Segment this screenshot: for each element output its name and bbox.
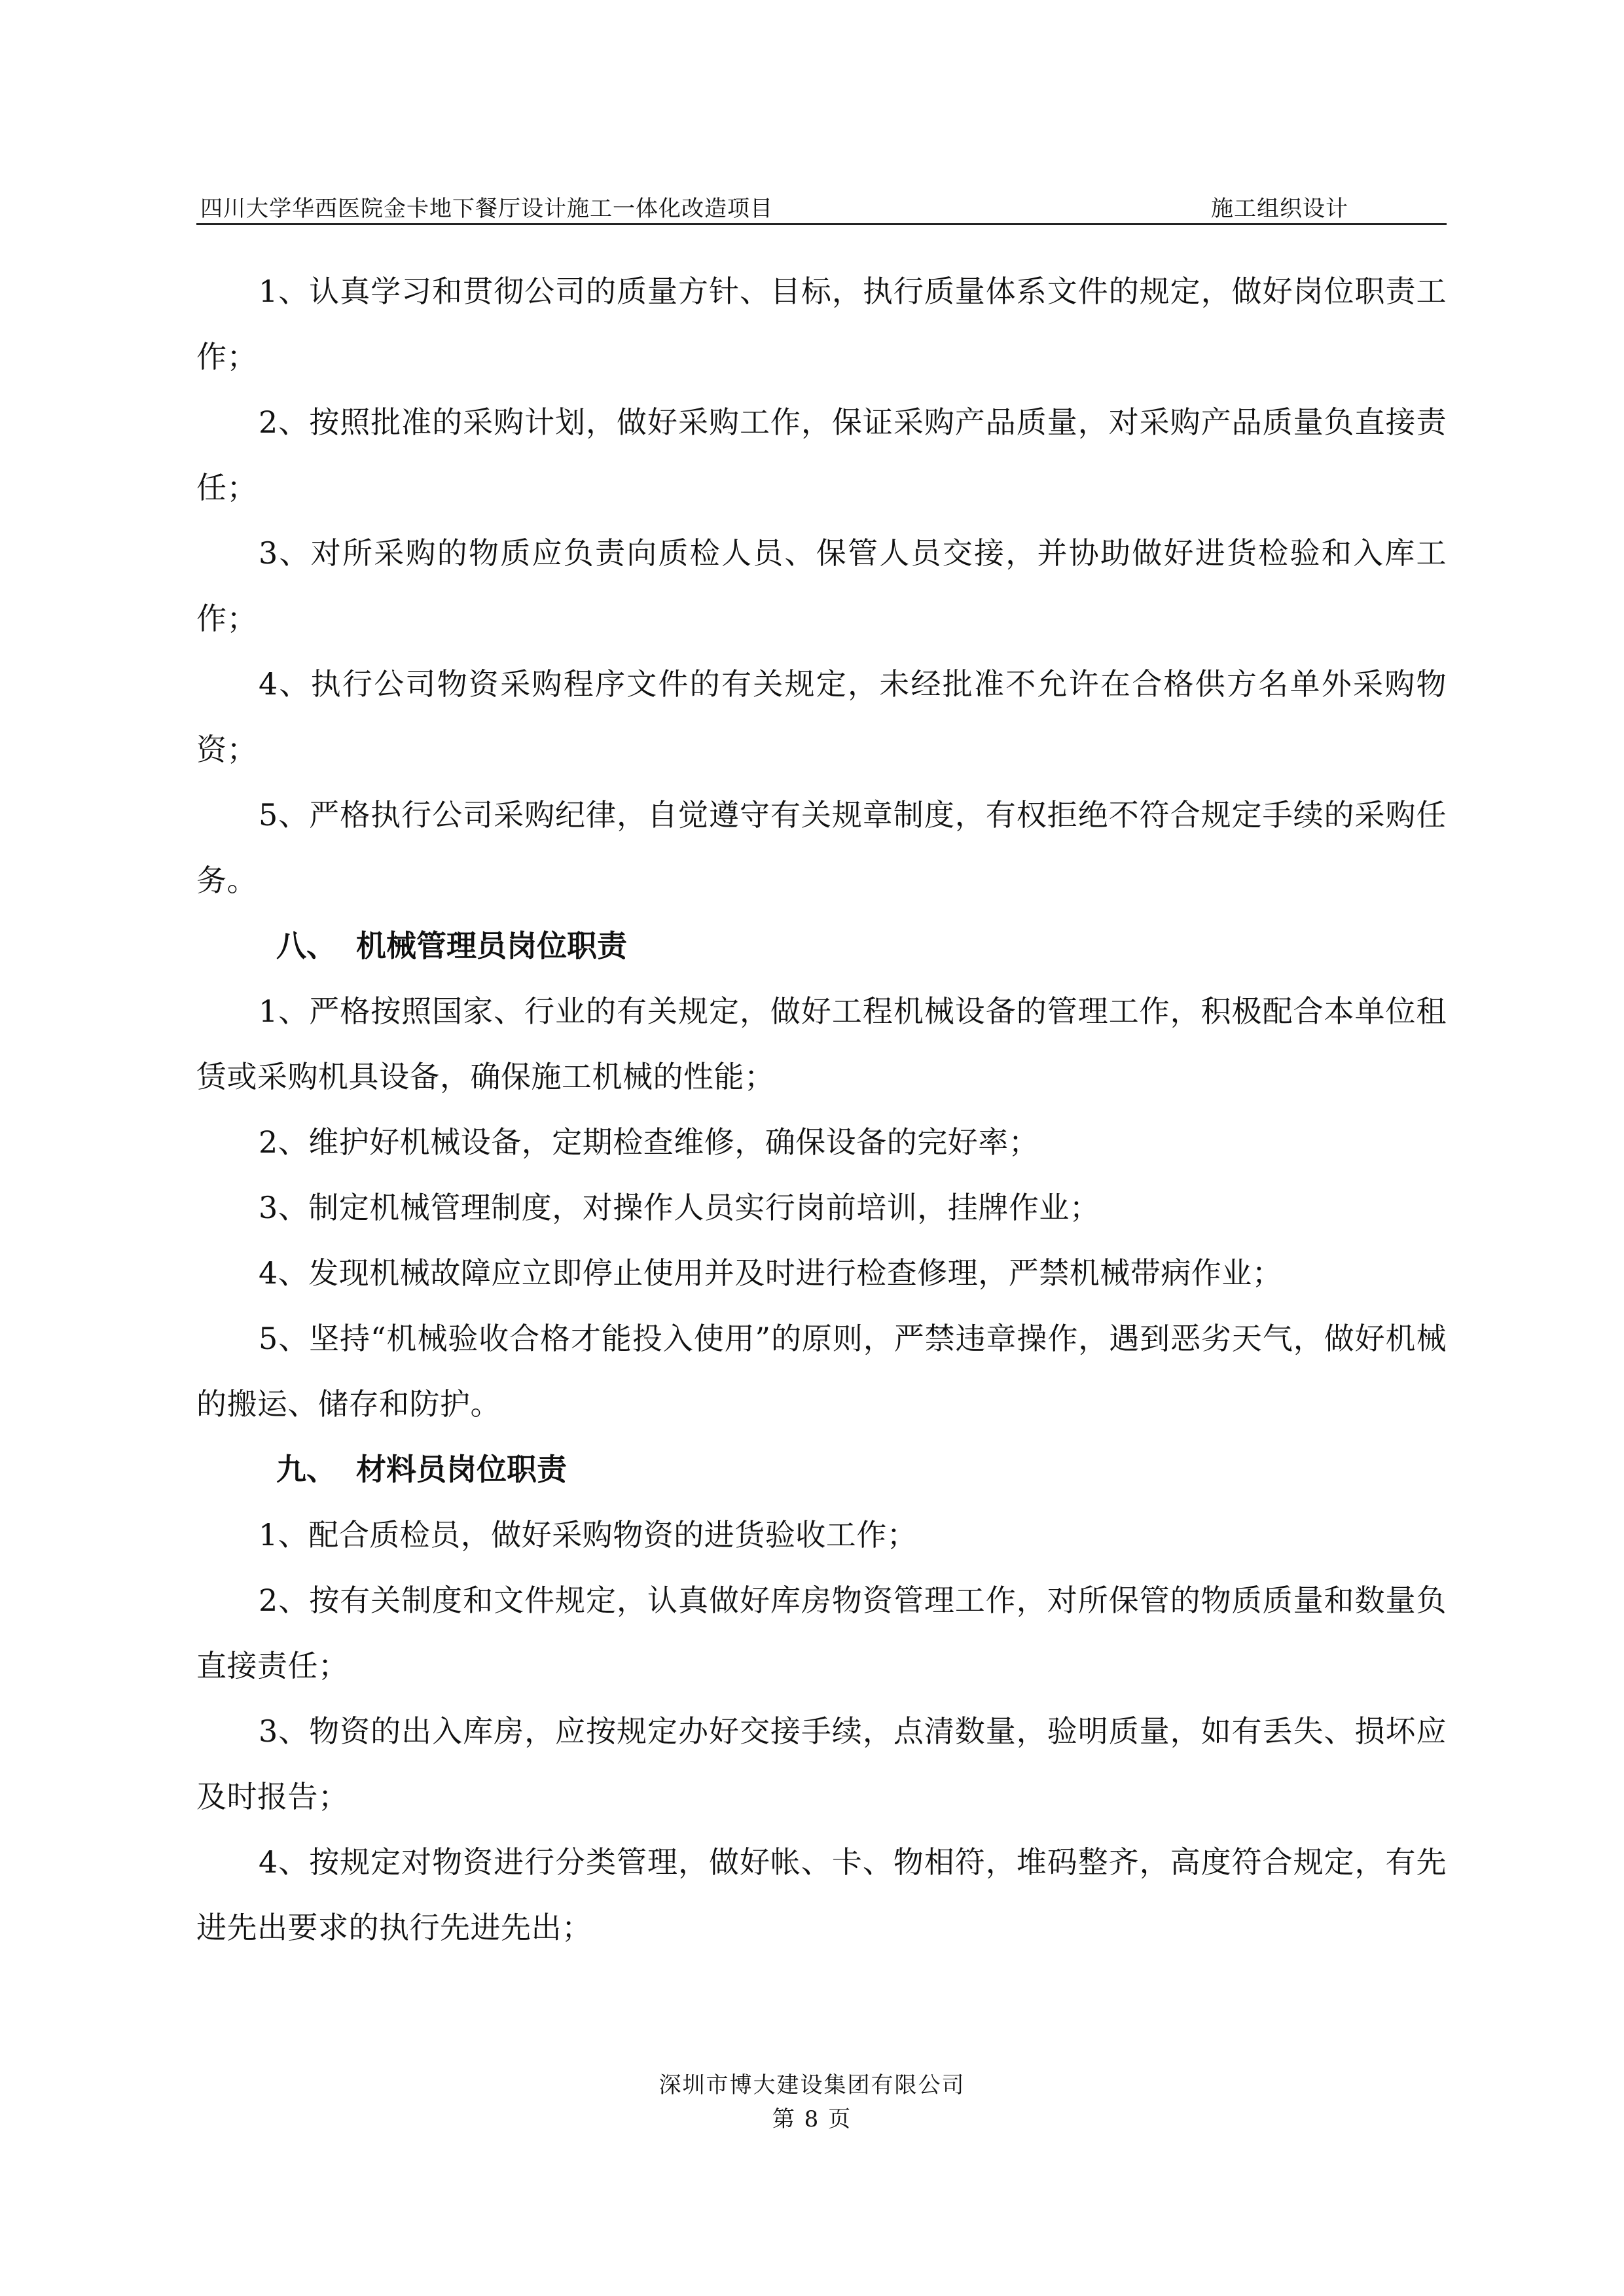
section-heading-8 [196, 913, 1447, 978]
paragraph: 4、执行公司物资采购程序文件的有关规定，未经批准不允许在合格供方名单外采购物资； [196, 666, 1447, 767]
page-footer [0, 2068, 1624, 2136]
company-name: 深圳市博大建设集团有限公司 [659, 2072, 965, 2098]
document-type: 施工组织设计 [1211, 196, 1348, 222]
paragraph: 2、维护好机械设备，定期检查维修，确保设备的完好率； [259, 1124, 1039, 1160]
paragraph: 5、严格执行公司采购纪律，自觉遵守有关规章制度，有权拒绝不符合规定手续的采购任务。 [196, 797, 1447, 898]
paragraph: 2、按有关制度和文件规定，认真做好库房物资管理工作，对所保管的物质质量和数量负直接责任； [196, 1583, 1447, 1683]
paragraph: 3、物资的出入库房，应按规定办好交接手续，点清数量，验明质量，如有丢失、损坏应及时报告； [196, 1713, 1447, 1814]
project-title: 四川大学华西医院金卡地下餐厅设计施工一体化改造项目 [200, 196, 773, 222]
paragraph: 1、配合质检员，做好采购物资的进货验收工作； [259, 1517, 918, 1552]
paragraph: 3、制定机械管理制度，对操作人员实行岗前培训，挂牌作业； [259, 1190, 1100, 1225]
section-number: 九、 [276, 1452, 336, 1487]
paragraph: 1、严格按照国家、行业的有关规定，做好工程机械设备的管理工作，积极配合本单位租赁或采购机具设备，确保施工机械的性能； [196, 994, 1447, 1094]
paragraph: 5、坚持“机械验收合格才能投入使用”的原则，严禁违章操作，遇到恶劣天气，做好机械的搬运、储存和防护。 [196, 1321, 1447, 1422]
page-number: 第 8 页 [772, 2106, 852, 2132]
page-header [196, 188, 1447, 225]
document-body [196, 259, 1447, 1960]
paragraph: 4、按规定对物资进行分类管理，做好帐、卡、物相符，堆码整齐，高度符合规定，有先进先出要求的执行先进先出； [196, 1844, 1447, 1945]
section-title: 材料员岗位职责 [356, 1452, 567, 1487]
section-number: 八、 [276, 928, 336, 963]
paragraph: 3、对所采购的物质应负责向质检人员、保管人员交接，并协助做好进货检验和入库工作； [196, 535, 1447, 636]
section-title: 机械管理员岗位职责 [356, 928, 627, 963]
paragraph: 1、认真学习和贯彻公司的质量方针、目标，执行质量体系文件的规定，做好岗位职责工作； [196, 274, 1447, 374]
paragraph: 2、按照批准的采购计划，做好采购工作，保证采购产品质量，对采购产品质量负直接责任； [196, 404, 1447, 505]
paragraph: 4、发现机械故障应立即停止使用并及时进行检查修理，严禁机械带病作业； [259, 1255, 1283, 1291]
section-heading-9 [196, 1437, 1447, 1502]
